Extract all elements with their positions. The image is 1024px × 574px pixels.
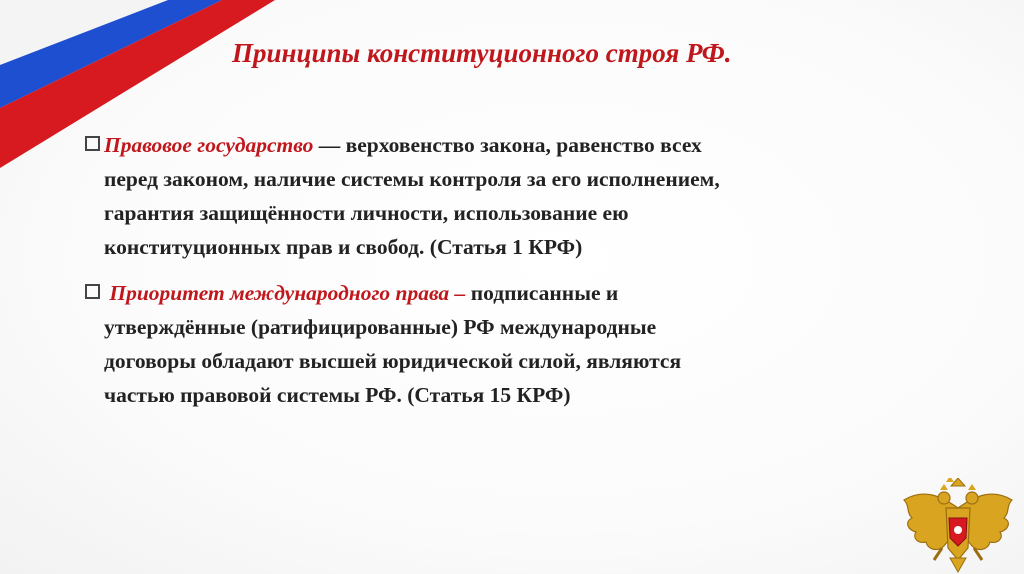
bullet-text: перед законом, наличие системы контроля за его исполнением, [104, 167, 720, 191]
slide-title: Принципы конституционного строя РФ. [232, 38, 732, 68]
bullet-text: верховенство закона, равенство всех [345, 133, 702, 157]
bullet-text: утверждённые (ратифицированные) РФ международные [104, 315, 657, 339]
checkbox-outline-icon [85, 136, 100, 151]
bullet-text: конституционных прав и свобод. (Статья 1 КРФ) [104, 235, 583, 259]
bullet-international-law [85, 276, 945, 412]
bullet-text: частью правовой системы РФ. (Статья 15 КРФ) [104, 383, 571, 407]
bullet-text: подписанные и [470, 281, 619, 305]
double-headed-eagle-emblem [896, 478, 1020, 574]
bullet-first-line: Правовое государство — верховенство закона, равенство всех [85, 128, 945, 162]
bullet-text: договоры обладают высшей юридической силой, являются [104, 349, 682, 373]
bullet-legal-state [85, 128, 945, 264]
bullet-term: Правовое государство [104, 133, 314, 157]
bullet-term: Приоритет международного права – [109, 281, 466, 305]
bullet-text: гарантия защищённости личности, использование ею [104, 201, 629, 225]
checkbox-outline-icon [85, 284, 100, 299]
bullet-first-line [85, 276, 945, 310]
